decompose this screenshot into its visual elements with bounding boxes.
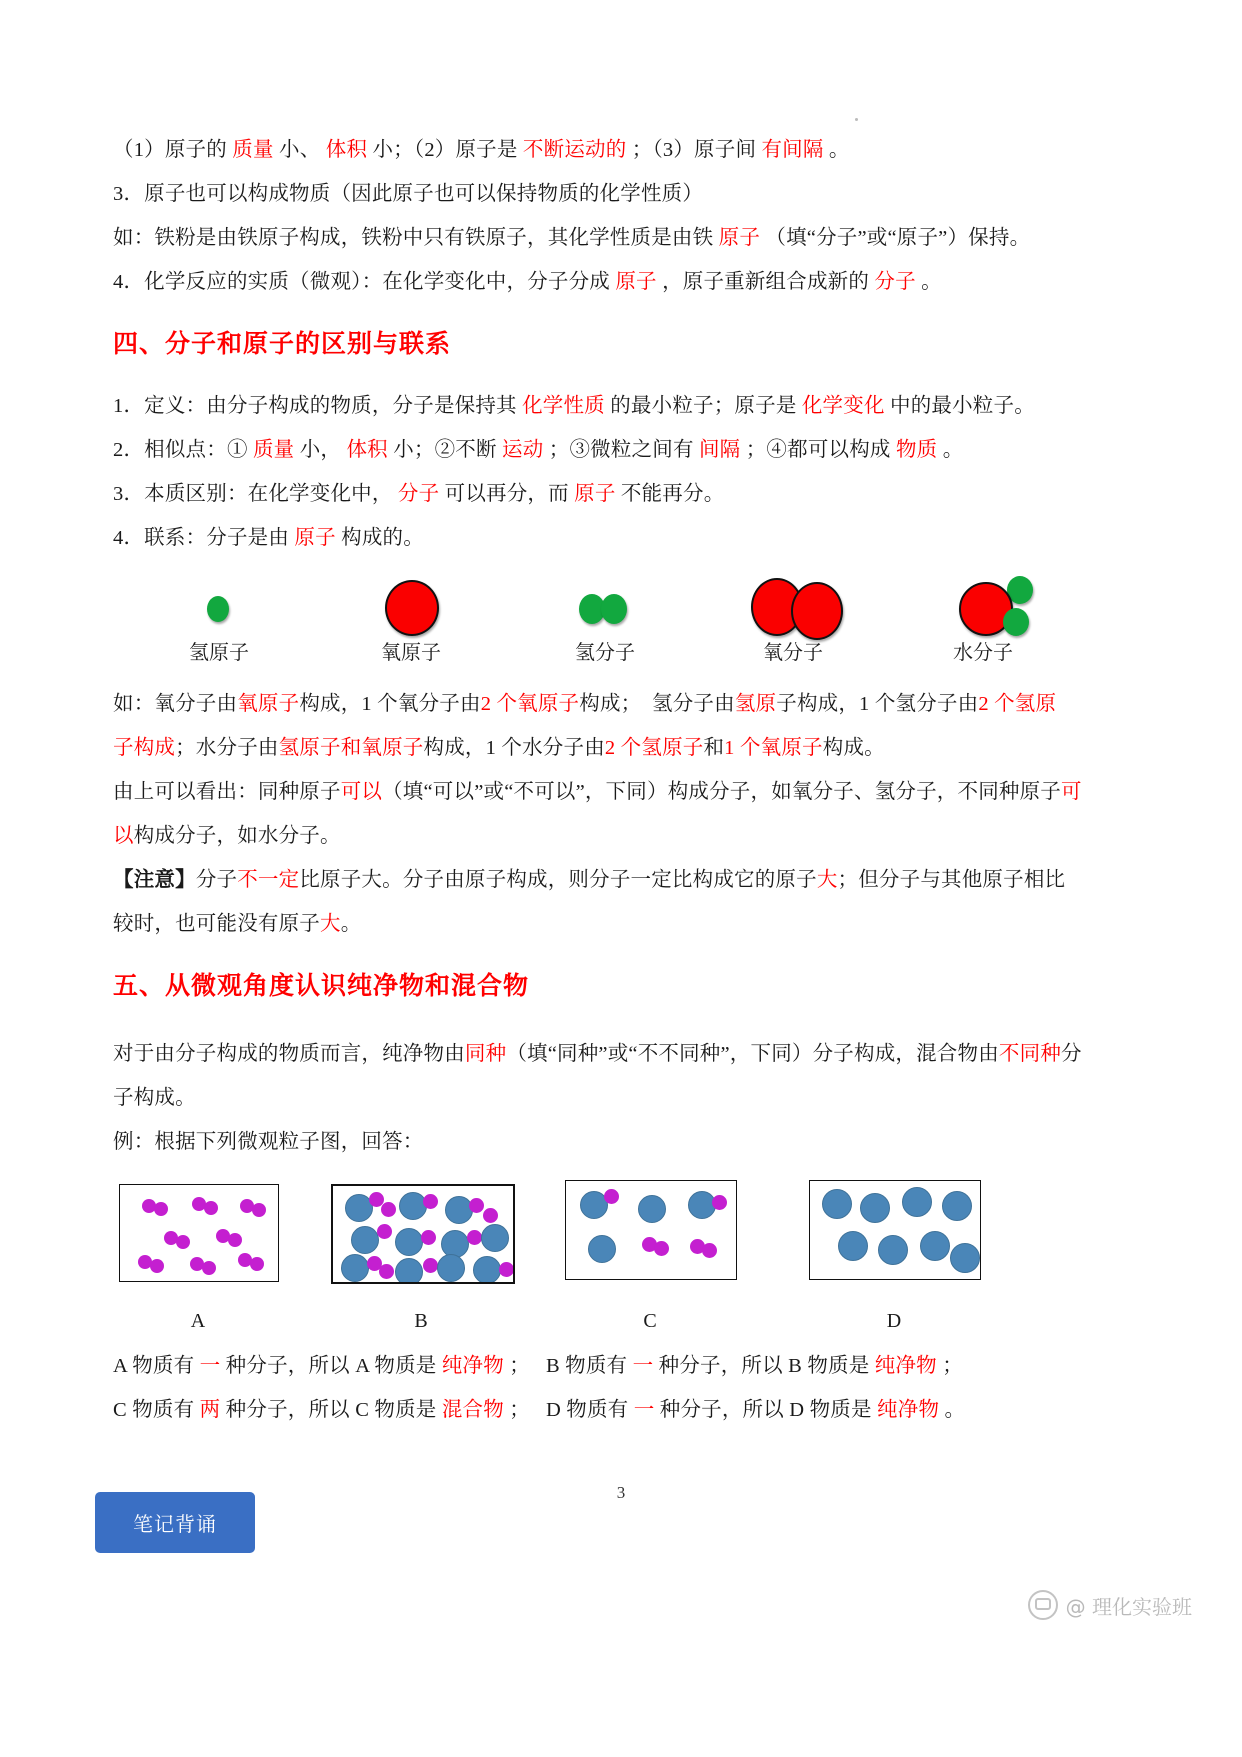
section-heading-four: 四、分子和原子的区别与联系: [113, 329, 452, 358]
watermark-text: @ 理化实验班: [1065, 1594, 1192, 1619]
text-run: 较时，也可能没有原子: [113, 913, 320, 935]
paragraph-example-prompt: 例：根据下列微观粒子图，回答：: [113, 1131, 424, 1153]
answer-blank: 1 个氧原子: [724, 737, 823, 759]
paragraph-molecule-composition-1: [113, 682, 1129, 726]
particle-box-labels: [113, 1310, 1129, 1344]
answer-blank: 大: [816, 869, 838, 891]
text-run: 如：铁粉是由铁原子构成，铁粉中只有铁原子，其化学性质是由铁: [113, 227, 714, 249]
answer-blank: 不一定: [237, 869, 300, 891]
paragraph-atom-properties: [113, 128, 1129, 172]
text-run: 中的最小粒子。: [890, 395, 1035, 417]
text-run: 比原子大。分子由原子构成，则分子一定比构成它的原子: [299, 869, 817, 891]
water-molecule-icon: [903, 574, 1063, 636]
answer-blank: 原子: [574, 483, 616, 505]
text-run: 小、: [279, 139, 321, 161]
paragraph-reaction-essence: [113, 260, 1129, 304]
oxygen-molecule-icon: [713, 574, 873, 636]
answer-blank: 原子: [718, 227, 761, 249]
text-run: 构成的。: [341, 527, 424, 549]
text-run: 不能再分。: [620, 483, 725, 505]
particle-box-label-b: B: [414, 1310, 428, 1332]
hydrogen-molecule-icon: [525, 574, 685, 636]
answer-blank: 两: [199, 1399, 221, 1421]
paragraph-item-3: 3．原子也可以构成物质（因此原子也可以保持物质的化学性质）: [113, 183, 704, 205]
paragraph-pure-mixture-intro-1: [113, 1032, 1129, 1076]
text-run: ；③微粒之间有: [548, 439, 694, 461]
answer-blank: 大: [320, 913, 341, 935]
text-run: A 物质有: [113, 1355, 195, 1377]
text-run: 小；（2）原子是: [372, 139, 518, 161]
answer-blank: 运动: [502, 439, 544, 461]
text-run: 构成分子，如水分子。: [133, 825, 341, 847]
text-run: 1．定义：由分子构成的物质，分子是保持其: [113, 395, 517, 417]
paragraph-pure-mixture-intro-2: 子构成。: [113, 1087, 196, 1109]
text-run: 对于由分子构成的物质而言，纯净物由: [113, 1043, 465, 1065]
text-run: 分子: [195, 869, 238, 891]
text-run: ；: [942, 1355, 963, 1377]
text-run: 氢分子由: [652, 693, 735, 715]
answer-blank: 以: [113, 825, 134, 847]
note-recite-button[interactable]: 笔记背诵: [95, 1492, 255, 1553]
molecule-label: 氢原子: [189, 642, 249, 664]
text-run: （填“同种”或“不不同种”，下同）分子构成，混合物由: [506, 1043, 999, 1065]
particle-box-d: [809, 1180, 981, 1280]
answer-blank: 2 个氢原子: [604, 737, 704, 759]
text-run: 构成。: [822, 737, 885, 759]
answer-blank: 氧原子: [237, 693, 300, 715]
answer-blank: 一: [632, 1355, 654, 1377]
answer-blank: 质量: [232, 139, 274, 161]
answer-blank: 可以: [340, 781, 383, 803]
paragraph-conclusion-2: [113, 814, 1129, 858]
answer-blank: 不断运动的: [522, 139, 627, 161]
text-run: ；: [509, 1399, 530, 1421]
text-run: 3．本质区别：在化学变化中，: [113, 483, 393, 505]
text-run: 构成；: [579, 693, 642, 715]
text-run: 由上可以看出：同种原子: [113, 781, 341, 803]
answer-row-ab: [113, 1344, 1129, 1388]
note-label: 【注意】: [113, 869, 196, 891]
particle-diagram-row: [113, 1178, 1129, 1310]
answer-blank: 纯净物: [877, 1399, 940, 1421]
molecule-diagram-row: [113, 574, 1129, 682]
answer-blank: 可: [1061, 781, 1082, 803]
answer-blank: 纯净物: [874, 1355, 937, 1377]
answer-blank: 体积: [346, 439, 388, 461]
answer-blank: 混合物: [441, 1399, 504, 1421]
text-run: 种分子，所以 A 物质是: [225, 1355, 437, 1377]
molecule-label: 水分子: [953, 642, 1013, 664]
molecule-item-oxygen-atom: [331, 574, 491, 666]
answer-blank: 物质: [895, 439, 938, 461]
molecule-label: 氧分子: [763, 642, 823, 664]
answer-blank: 一: [199, 1355, 221, 1377]
answer-blank: 质量: [252, 439, 295, 461]
page-content: [113, 128, 1129, 1553]
text-run: ，原子重新组合成新的: [662, 271, 870, 293]
answer-blank: 化学性质: [522, 395, 605, 417]
text-run: ；水分子由: [175, 737, 279, 759]
answer-blank: 间隔: [698, 439, 741, 461]
answer-blank: 原子: [294, 527, 336, 549]
molecule-label: 氢分子: [575, 642, 635, 664]
text-run: 小，: [299, 439, 342, 461]
particle-box-label-a: A: [190, 1310, 206, 1332]
answer-blank: 分子: [397, 483, 440, 505]
particle-box-label-c: C: [643, 1310, 657, 1332]
weibo-icon: [1028, 1590, 1058, 1620]
answer-blank: 氢原: [734, 693, 777, 715]
molecule-item-oxygen-molecule: [713, 574, 873, 666]
watermark: [1028, 1590, 1192, 1620]
molecule-item-hydrogen-molecule: [525, 574, 685, 666]
answer-blank: 原子: [615, 271, 657, 293]
text-run: ；（3）原子间: [631, 139, 757, 161]
text-run: 种分子，所以 C 物质是: [225, 1399, 437, 1421]
answer-blank: 2 个氢原: [978, 693, 1057, 715]
particle-box-label-d: D: [886, 1310, 902, 1332]
answer-blank: 体积: [325, 139, 368, 161]
paragraph-essential-difference: [113, 472, 1129, 516]
molecule-item-water-molecule: [903, 574, 1063, 666]
molecule-item-hydrogen-atom: [139, 574, 299, 666]
text-run: 种分子，所以 D 物质是: [659, 1399, 872, 1421]
molecule-label: 氧原子: [381, 642, 441, 664]
text-run: 如：氧分子由: [113, 693, 238, 715]
answer-blank: 不同种: [998, 1043, 1062, 1065]
text-run: （1）原子的: [113, 139, 227, 161]
section-heading-five: 五、从微观角度认识纯净物和混合物: [113, 971, 530, 1000]
text-run: 。: [340, 913, 362, 935]
text-run: 分: [1061, 1043, 1082, 1065]
paragraph-note-1: [113, 858, 1129, 902]
paragraph-definition: [113, 384, 1129, 428]
text-run: 子构成，1 个氢分子由: [776, 693, 979, 715]
text-run: ；④都可以构成: [745, 439, 891, 461]
answer-blank: 分子: [874, 271, 916, 293]
text-run: 。: [942, 439, 964, 461]
stray-dot-mark: [855, 118, 858, 121]
text-run: 和: [703, 737, 725, 759]
paragraph-iron-powder-example: [113, 216, 1129, 260]
particle-box-a: [119, 1184, 279, 1282]
paragraph-note-2: [113, 902, 1129, 946]
answer-row-cd: [113, 1388, 1129, 1432]
oxygen-atom-icon: [331, 574, 491, 636]
text-run: 4．化学反应的实质（微观）：在化学变化中，分子分成: [113, 271, 610, 293]
answer-blank: 有间隔: [761, 139, 824, 161]
answer-blank: 氢原子和氧原子: [278, 737, 424, 759]
text-run: 2．相似点：①: [113, 439, 248, 461]
text-run: ；: [509, 1355, 530, 1377]
paragraph-connection: [113, 516, 1129, 560]
text-run: 构成，1 个氧分子由: [299, 693, 481, 715]
paragraph-conclusion-1: [113, 770, 1129, 814]
text-run: C 物质有: [113, 1399, 195, 1421]
text-run: （填“分子”或“原子”）保持。: [765, 227, 1031, 249]
text-run: 的最小粒子；原子是: [610, 395, 797, 417]
hydrogen-atom-icon: [139, 574, 299, 636]
answer-blank: 同种: [464, 1043, 507, 1065]
text-run: （填“可以”或“不可以”，下同）构成分子，如氧分子、氢分子，不同种原子: [382, 781, 1062, 803]
answer-blank: 子构成: [113, 737, 176, 759]
answer-blank: 化学变化: [801, 395, 885, 417]
particle-box-b: [331, 1184, 515, 1284]
text-run: 种分子，所以 B 物质是: [658, 1355, 870, 1377]
particle-box-c: [565, 1180, 737, 1280]
answer-blank: 纯净物: [441, 1355, 504, 1377]
page-number: 3: [616, 1483, 626, 1502]
paragraph-molecule-composition-2: [113, 726, 1129, 770]
text-run: 小；②不断: [393, 439, 497, 461]
text-run: ；但分子与其他原子相比: [837, 869, 1066, 891]
text-run: B 物质有: [545, 1355, 628, 1377]
text-run: 可以再分，而: [444, 483, 569, 505]
text-run: 4．联系：分子是由: [113, 527, 290, 549]
answer-blank: 一: [633, 1399, 655, 1421]
text-run: 。: [828, 139, 850, 161]
text-run: D 物质有: [545, 1399, 629, 1421]
text-run: 。: [921, 271, 942, 293]
text-run: 。: [944, 1399, 966, 1421]
text-run: 构成，1 个水分子由: [423, 737, 605, 759]
paragraph-similarities: [113, 428, 1129, 472]
answer-blank: 2 个氧原子: [480, 693, 580, 715]
